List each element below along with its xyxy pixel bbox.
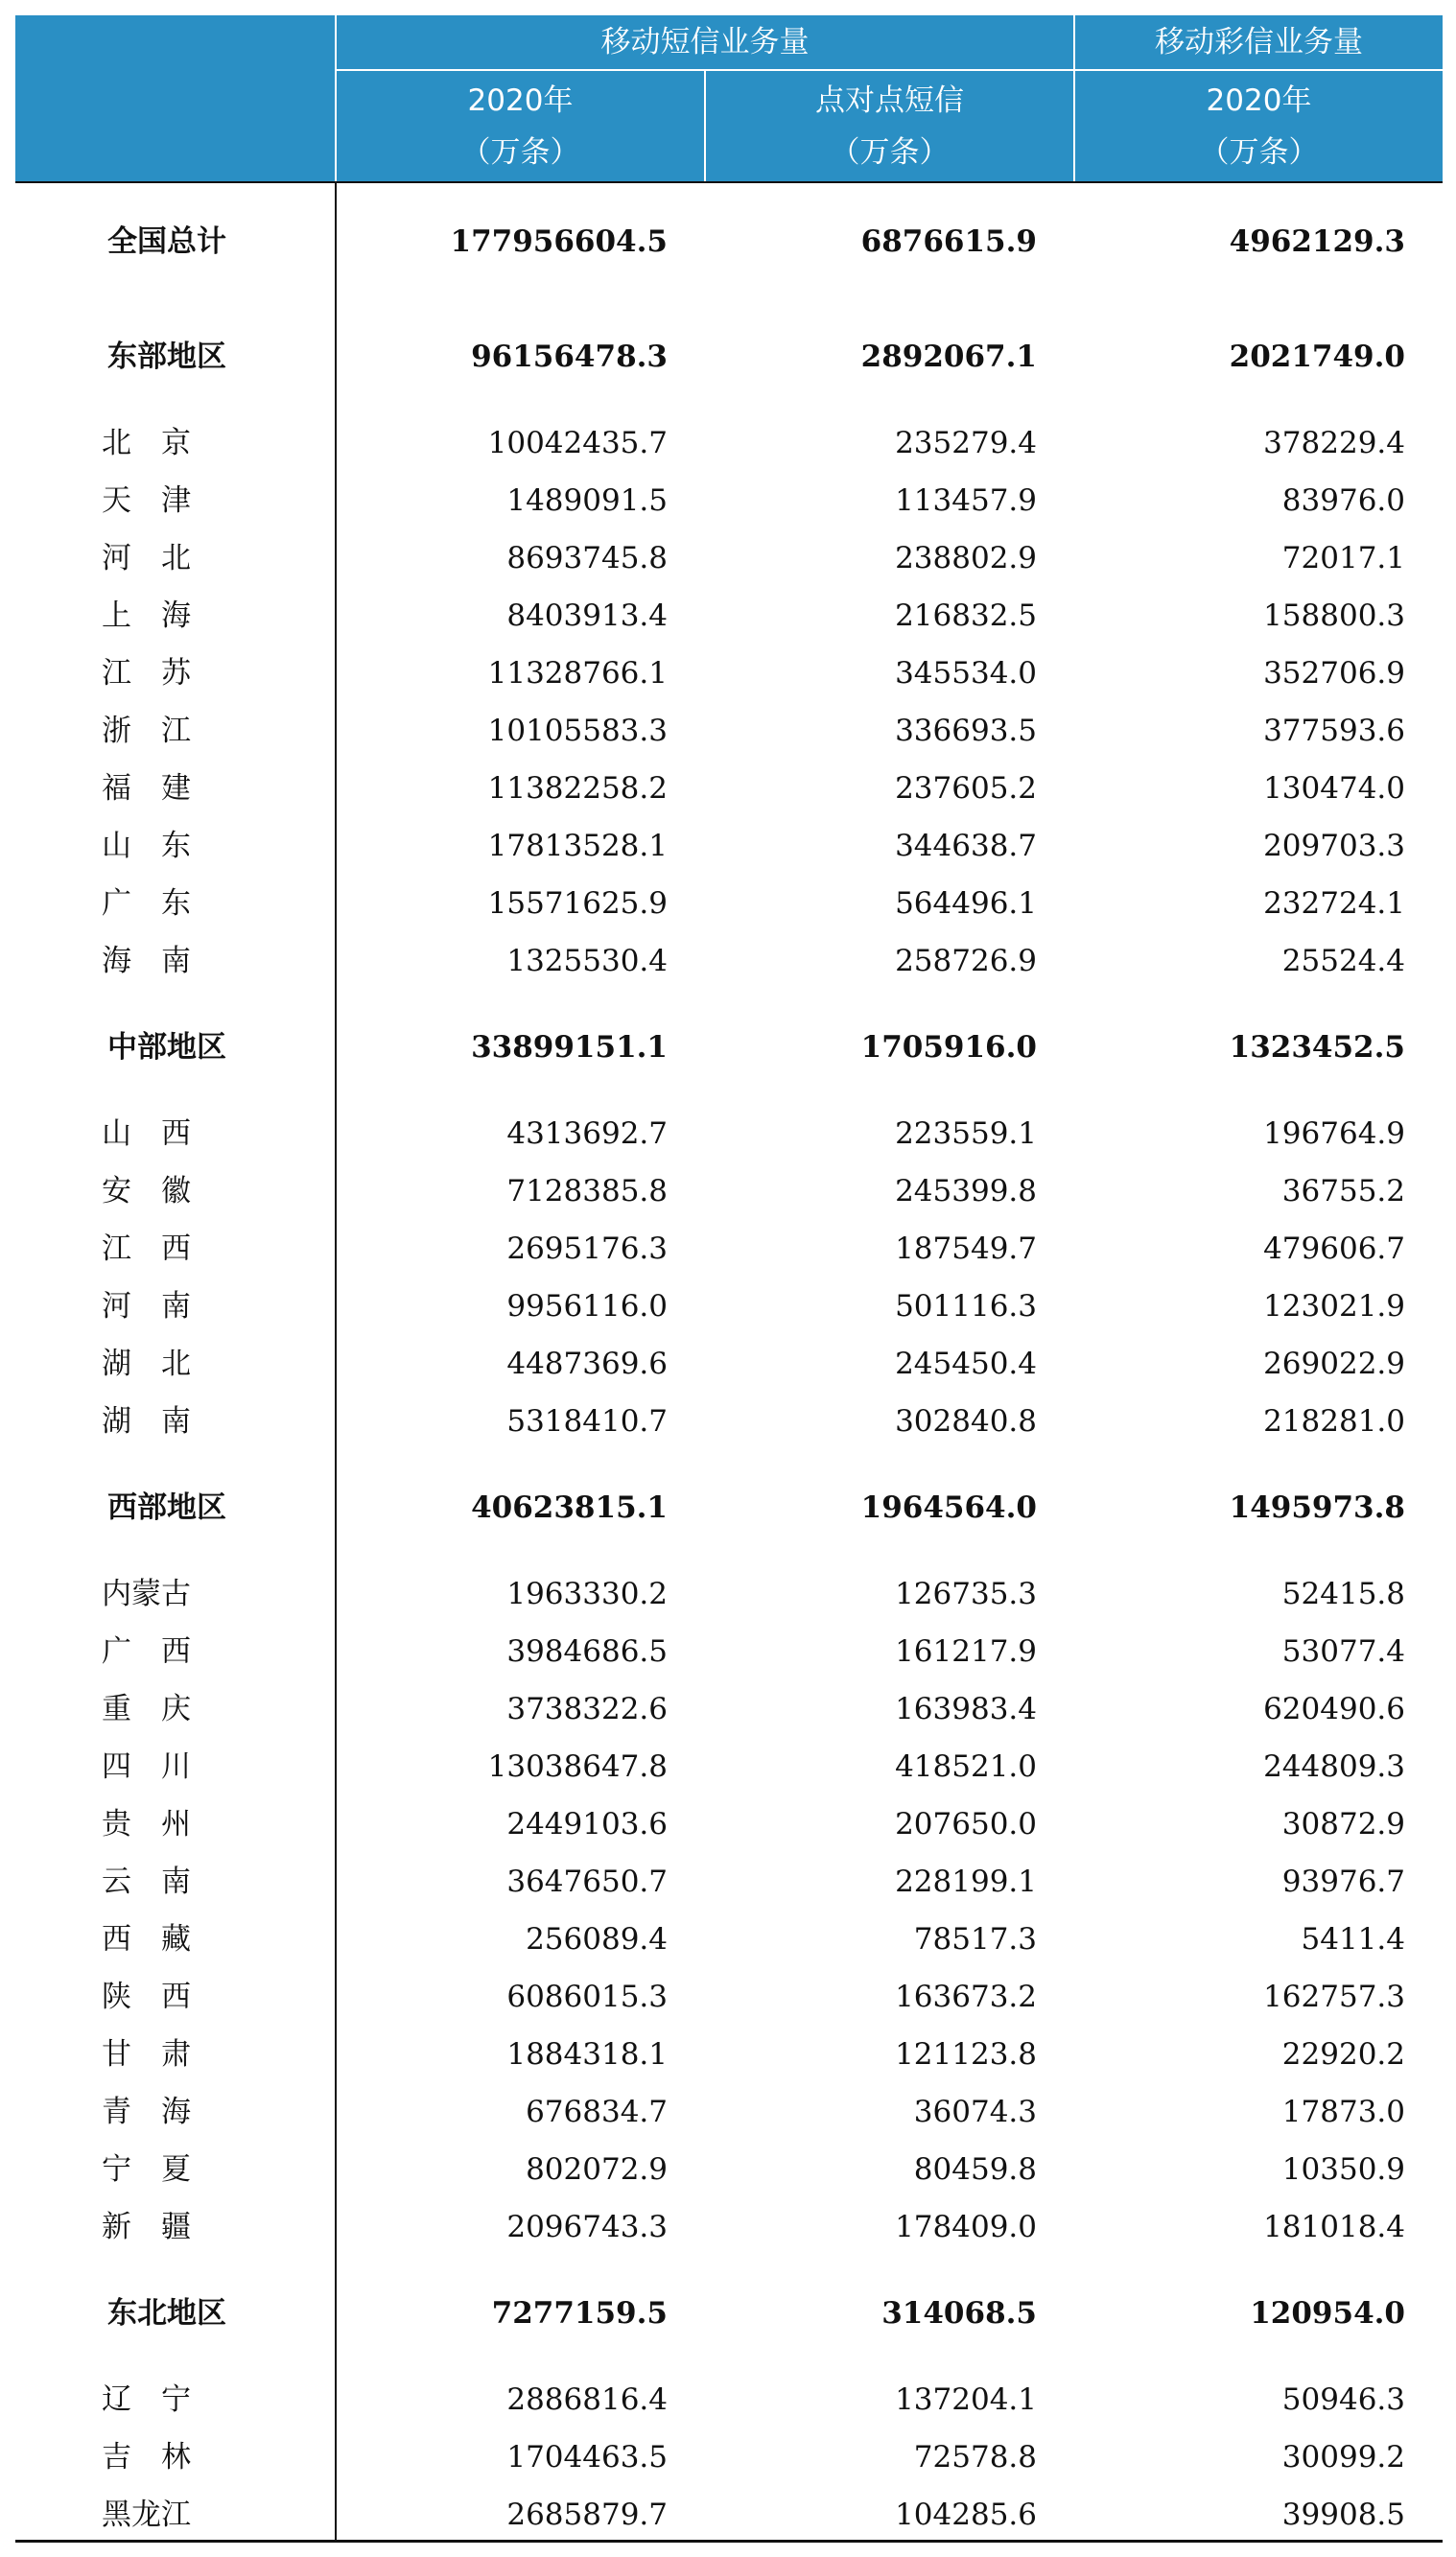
sms-2020-value: 1963330.2: [506, 1577, 668, 1611]
row-label: 青 海: [102, 2095, 191, 2129]
table-row: [15, 1220, 1443, 1278]
p2p-sms-value: 237605.2: [895, 771, 1037, 806]
mms-2020-value: 50946.3: [1281, 2382, 1405, 2417]
mms-2020-value: 479606.7: [1263, 1232, 1405, 1266]
sms-2020-value: 40623815.1: [471, 1490, 668, 1525]
table-row: [15, 2141, 1443, 2198]
mms-2020-value: 83976.0: [1281, 483, 1405, 518]
sms-2020-value: 177956604.5: [450, 224, 668, 259]
p2p-sms-value: 137204.1: [895, 2382, 1037, 2417]
table-row: [15, 414, 1443, 472]
row-label: 重 庆: [102, 1692, 191, 1726]
mms-2020-value: 36755.2: [1281, 1174, 1405, 1208]
table-row: [15, 932, 1443, 990]
mms-2020-value: 232724.1: [1263, 886, 1405, 921]
table-row-region: [15, 1479, 1443, 1537]
header-col2-line2: （万条）: [830, 135, 950, 170]
sms-2020-value: 2886816.4: [506, 2382, 668, 2417]
row-label: 全国总计: [107, 224, 226, 259]
table-row: [15, 1680, 1443, 1738]
mms-2020-value: 218281.0: [1263, 1404, 1405, 1439]
header-group-mms: 移动彩信业务量: [1155, 25, 1363, 59]
mms-2020-value: 620490.6: [1263, 1692, 1405, 1726]
row-label: 陕 西: [102, 1980, 191, 2014]
table-row: [15, 1393, 1443, 1450]
p2p-sms-value: 161217.9: [895, 1634, 1037, 1669]
data-table: [15, 15, 1443, 2542]
table-row: [15, 1565, 1443, 1623]
sms-2020-value: 2695176.3: [506, 1232, 668, 1266]
row-label: 新 疆: [102, 2210, 191, 2244]
table-row: [15, 2486, 1443, 2544]
row-label: 西 藏: [102, 1922, 191, 1957]
p2p-sms-value: 223559.1: [895, 1116, 1037, 1151]
row-label: 广 西: [102, 1634, 191, 1669]
row-label: 湖 北: [102, 1347, 191, 1381]
table-row-region: [15, 1019, 1443, 1076]
table-header: [15, 15, 1443, 181]
p2p-sms-value: 1705916.0: [860, 1030, 1037, 1065]
mms-2020-value: 4962129.3: [1229, 224, 1405, 259]
table-row: [15, 1795, 1443, 1853]
row-label: 西部地区: [107, 1490, 226, 1525]
row-label: 安 徽: [102, 1174, 191, 1208]
sms-2020-value: 15571625.9: [487, 886, 668, 921]
table-row: [15, 875, 1443, 932]
p2p-sms-value: 216832.5: [895, 598, 1037, 633]
mms-2020-value: 378229.4: [1263, 426, 1405, 460]
row-label: 山 东: [102, 829, 191, 863]
p2p-sms-value: 187549.7: [895, 1232, 1037, 1266]
table-row: [15, 702, 1443, 760]
table-row: [15, 760, 1443, 817]
header-col1-line2: （万条）: [460, 135, 580, 170]
row-label: 甘 肃: [102, 2037, 191, 2072]
p2p-sms-value: 235279.4: [895, 426, 1037, 460]
header-col3-line1: 2020年: [1206, 83, 1312, 118]
sms-2020-value: 2449103.6: [506, 1807, 668, 1842]
row-label: 湖 南: [102, 1404, 191, 1439]
p2p-sms-value: 121123.8: [895, 2037, 1037, 2072]
row-label: 北 京: [102, 426, 191, 460]
mms-2020-value: 377593.6: [1263, 714, 1405, 748]
table-row: [15, 1968, 1443, 2026]
p2p-sms-value: 163983.4: [895, 1692, 1037, 1726]
p2p-sms-value: 228199.1: [895, 1865, 1037, 1899]
table-row: [15, 2026, 1443, 2083]
p2p-sms-value: 163673.2: [895, 1980, 1037, 2014]
sms-2020-value: 8693745.8: [506, 541, 668, 575]
header-group-sms: 移动短信业务量: [600, 25, 810, 59]
row-label: 江 苏: [102, 656, 191, 691]
sms-2020-value: 6086015.3: [506, 1980, 668, 2014]
p2p-sms-value: 78517.3: [913, 1922, 1037, 1957]
table-bottom-rule: [15, 2540, 1443, 2543]
row-label: 四 川: [102, 1749, 191, 1784]
p2p-sms-value: 336693.5: [895, 714, 1037, 748]
mms-2020-value: 30099.2: [1281, 2440, 1405, 2475]
sms-2020-value: 13038647.8: [487, 1749, 668, 1784]
table-row: [15, 2428, 1443, 2486]
sms-2020-value: 11382258.2: [487, 771, 668, 806]
sms-2020-value: 10105583.3: [487, 714, 668, 748]
sms-2020-value: 8403913.4: [506, 598, 668, 633]
mms-2020-value: 10350.9: [1281, 2152, 1405, 2187]
p2p-sms-value: 126735.3: [895, 1577, 1037, 1611]
sms-2020-value: 7128385.8: [506, 1174, 668, 1208]
table-row-region: [15, 328, 1443, 386]
table-row: [15, 1738, 1443, 1795]
sms-2020-value: 2096743.3: [506, 2210, 668, 2244]
p2p-sms-value: 104285.6: [895, 2498, 1037, 2532]
sms-2020-value: 1704463.5: [506, 2440, 668, 2475]
p2p-sms-value: 258726.9: [895, 944, 1037, 978]
sms-2020-value: 96156478.3: [471, 340, 668, 374]
p2p-sms-value: 344638.7: [895, 829, 1037, 863]
mms-2020-value: 352706.9: [1263, 656, 1405, 691]
mms-2020-value: 244809.3: [1263, 1749, 1405, 1784]
table-row: [15, 2371, 1443, 2428]
row-label: 浙 江: [102, 714, 191, 748]
table-row: [15, 472, 1443, 529]
table-row-region: [15, 2285, 1443, 2342]
sms-2020-value: 1884318.1: [506, 2037, 668, 2072]
sms-2020-value: 17813528.1: [487, 829, 668, 863]
p2p-sms-value: 238802.9: [895, 541, 1037, 575]
table-row: [15, 1623, 1443, 1680]
row-label: 云 南: [102, 1865, 191, 1899]
mms-2020-value: 162757.3: [1263, 1980, 1405, 2014]
row-label: 黑龙江: [102, 2498, 191, 2532]
sms-2020-value: 4313692.7: [506, 1116, 668, 1151]
sms-2020-value: 3647650.7: [506, 1865, 668, 1899]
row-label: 福 建: [102, 771, 191, 806]
mms-2020-value: 196764.9: [1263, 1116, 1405, 1151]
p2p-sms-value: 418521.0: [895, 1749, 1037, 1784]
header-divider: [335, 69, 1443, 71]
mms-2020-value: 93976.7: [1281, 1865, 1405, 1899]
row-label: 上 海: [102, 598, 191, 633]
p2p-sms-value: 2892067.1: [860, 340, 1037, 374]
row-label: 广 东: [102, 886, 191, 921]
mms-2020-value: 123021.9: [1263, 1289, 1405, 1324]
sms-2020-value: 1325530.4: [506, 944, 668, 978]
sms-2020-value: 802072.9: [526, 2152, 668, 2187]
sms-2020-value: 676834.7: [526, 2095, 668, 2129]
row-label: 贵 州: [102, 1807, 191, 1842]
table-row: [15, 1278, 1443, 1335]
table-row: [15, 529, 1443, 587]
p2p-sms-value: 302840.8: [895, 1404, 1037, 1439]
table-row: [15, 1853, 1443, 1911]
table-row: [15, 1162, 1443, 1220]
mms-2020-value: 22920.2: [1281, 2037, 1405, 2072]
row-label: 中部地区: [107, 1030, 226, 1065]
sms-2020-value: 256089.4: [526, 1922, 668, 1957]
p2p-sms-value: 245450.4: [895, 1347, 1037, 1381]
mms-2020-value: 158800.3: [1263, 598, 1405, 633]
sms-2020-value: 7277159.5: [491, 2296, 668, 2331]
p2p-sms-value: 36074.3: [913, 2095, 1037, 2129]
mms-2020-value: 72017.1: [1281, 541, 1405, 575]
mms-2020-value: 5411.4: [1301, 1922, 1405, 1957]
row-label: 河 北: [102, 541, 191, 575]
mms-2020-value: 1323452.5: [1229, 1030, 1405, 1065]
p2p-sms-value: 1964564.0: [860, 1490, 1037, 1525]
mms-2020-value: 130474.0: [1263, 771, 1405, 806]
mms-2020-value: 30872.9: [1281, 1807, 1405, 1842]
row-label: 宁 夏: [102, 2152, 191, 2187]
p2p-sms-value: 207650.0: [895, 1807, 1037, 1842]
mms-2020-value: 1495973.8: [1229, 1490, 1405, 1525]
header-col3-line2: （万条）: [1199, 135, 1319, 170]
sms-2020-value: 33899151.1: [471, 1030, 668, 1065]
row-label: 东北地区: [107, 2296, 226, 2331]
p2p-sms-value: 80459.8: [913, 2152, 1037, 2187]
sms-2020-value: 4487369.6: [506, 1347, 668, 1381]
table-row: [15, 2083, 1443, 2141]
table-row: [15, 2198, 1443, 2256]
mms-2020-value: 52415.8: [1281, 1577, 1405, 1611]
sms-2020-value: 5318410.7: [506, 1404, 668, 1439]
header-col2-line1: 点对点短信: [815, 83, 964, 118]
header-col1-line1: 2020年: [467, 83, 574, 118]
row-label: 吉 林: [102, 2440, 191, 2475]
table-row: [15, 1105, 1443, 1162]
mms-2020-value: 181018.4: [1263, 2210, 1405, 2244]
table-row: [15, 587, 1443, 645]
row-label: 河 南: [102, 1289, 191, 1324]
p2p-sms-value: 6876615.9: [860, 224, 1037, 259]
row-label: 内蒙古: [102, 1577, 191, 1611]
table-row: [15, 1335, 1443, 1393]
sms-2020-value: 3984686.5: [506, 1634, 668, 1669]
p2p-sms-value: 564496.1: [895, 886, 1037, 921]
row-label: 山 西: [102, 1116, 191, 1151]
row-label: 江 西: [102, 1232, 191, 1266]
sms-2020-value: 11328766.1: [487, 656, 668, 691]
sms-2020-value: 10042435.7: [487, 426, 668, 460]
sms-2020-value: 1489091.5: [506, 483, 668, 518]
table-row: [15, 817, 1443, 875]
sms-2020-value: 9956116.0: [506, 1289, 668, 1324]
sms-2020-value: 3738322.6: [506, 1692, 668, 1726]
mms-2020-value: 2021749.0: [1229, 340, 1405, 374]
p2p-sms-value: 72578.8: [913, 2440, 1037, 2475]
p2p-sms-value: 178409.0: [895, 2210, 1037, 2244]
mms-2020-value: 25524.4: [1281, 944, 1405, 978]
row-label: 天 津: [102, 483, 191, 518]
p2p-sms-value: 113457.9: [895, 483, 1037, 518]
table-row: [15, 1911, 1443, 1968]
mms-2020-value: 39908.5: [1281, 2498, 1405, 2532]
p2p-sms-value: 345534.0: [895, 656, 1037, 691]
p2p-sms-value: 314068.5: [881, 2296, 1037, 2331]
p2p-sms-value: 245399.8: [895, 1174, 1037, 1208]
table-row-region: [15, 213, 1443, 270]
row-label: 东部地区: [107, 340, 226, 374]
mms-2020-value: 269022.9: [1263, 1347, 1405, 1381]
sms-2020-value: 2685879.7: [506, 2498, 668, 2532]
mms-2020-value: 209703.3: [1263, 829, 1405, 863]
table-row: [15, 645, 1443, 702]
row-label: 辽 宁: [102, 2382, 191, 2417]
mms-2020-value: 53077.4: [1281, 1634, 1405, 1669]
p2p-sms-value: 501116.3: [895, 1289, 1037, 1324]
mms-2020-value: 17873.0: [1281, 2095, 1405, 2129]
row-label: 海 南: [102, 944, 191, 978]
mms-2020-value: 120954.0: [1250, 2296, 1405, 2331]
header-bottom-rule: [15, 181, 1443, 183]
